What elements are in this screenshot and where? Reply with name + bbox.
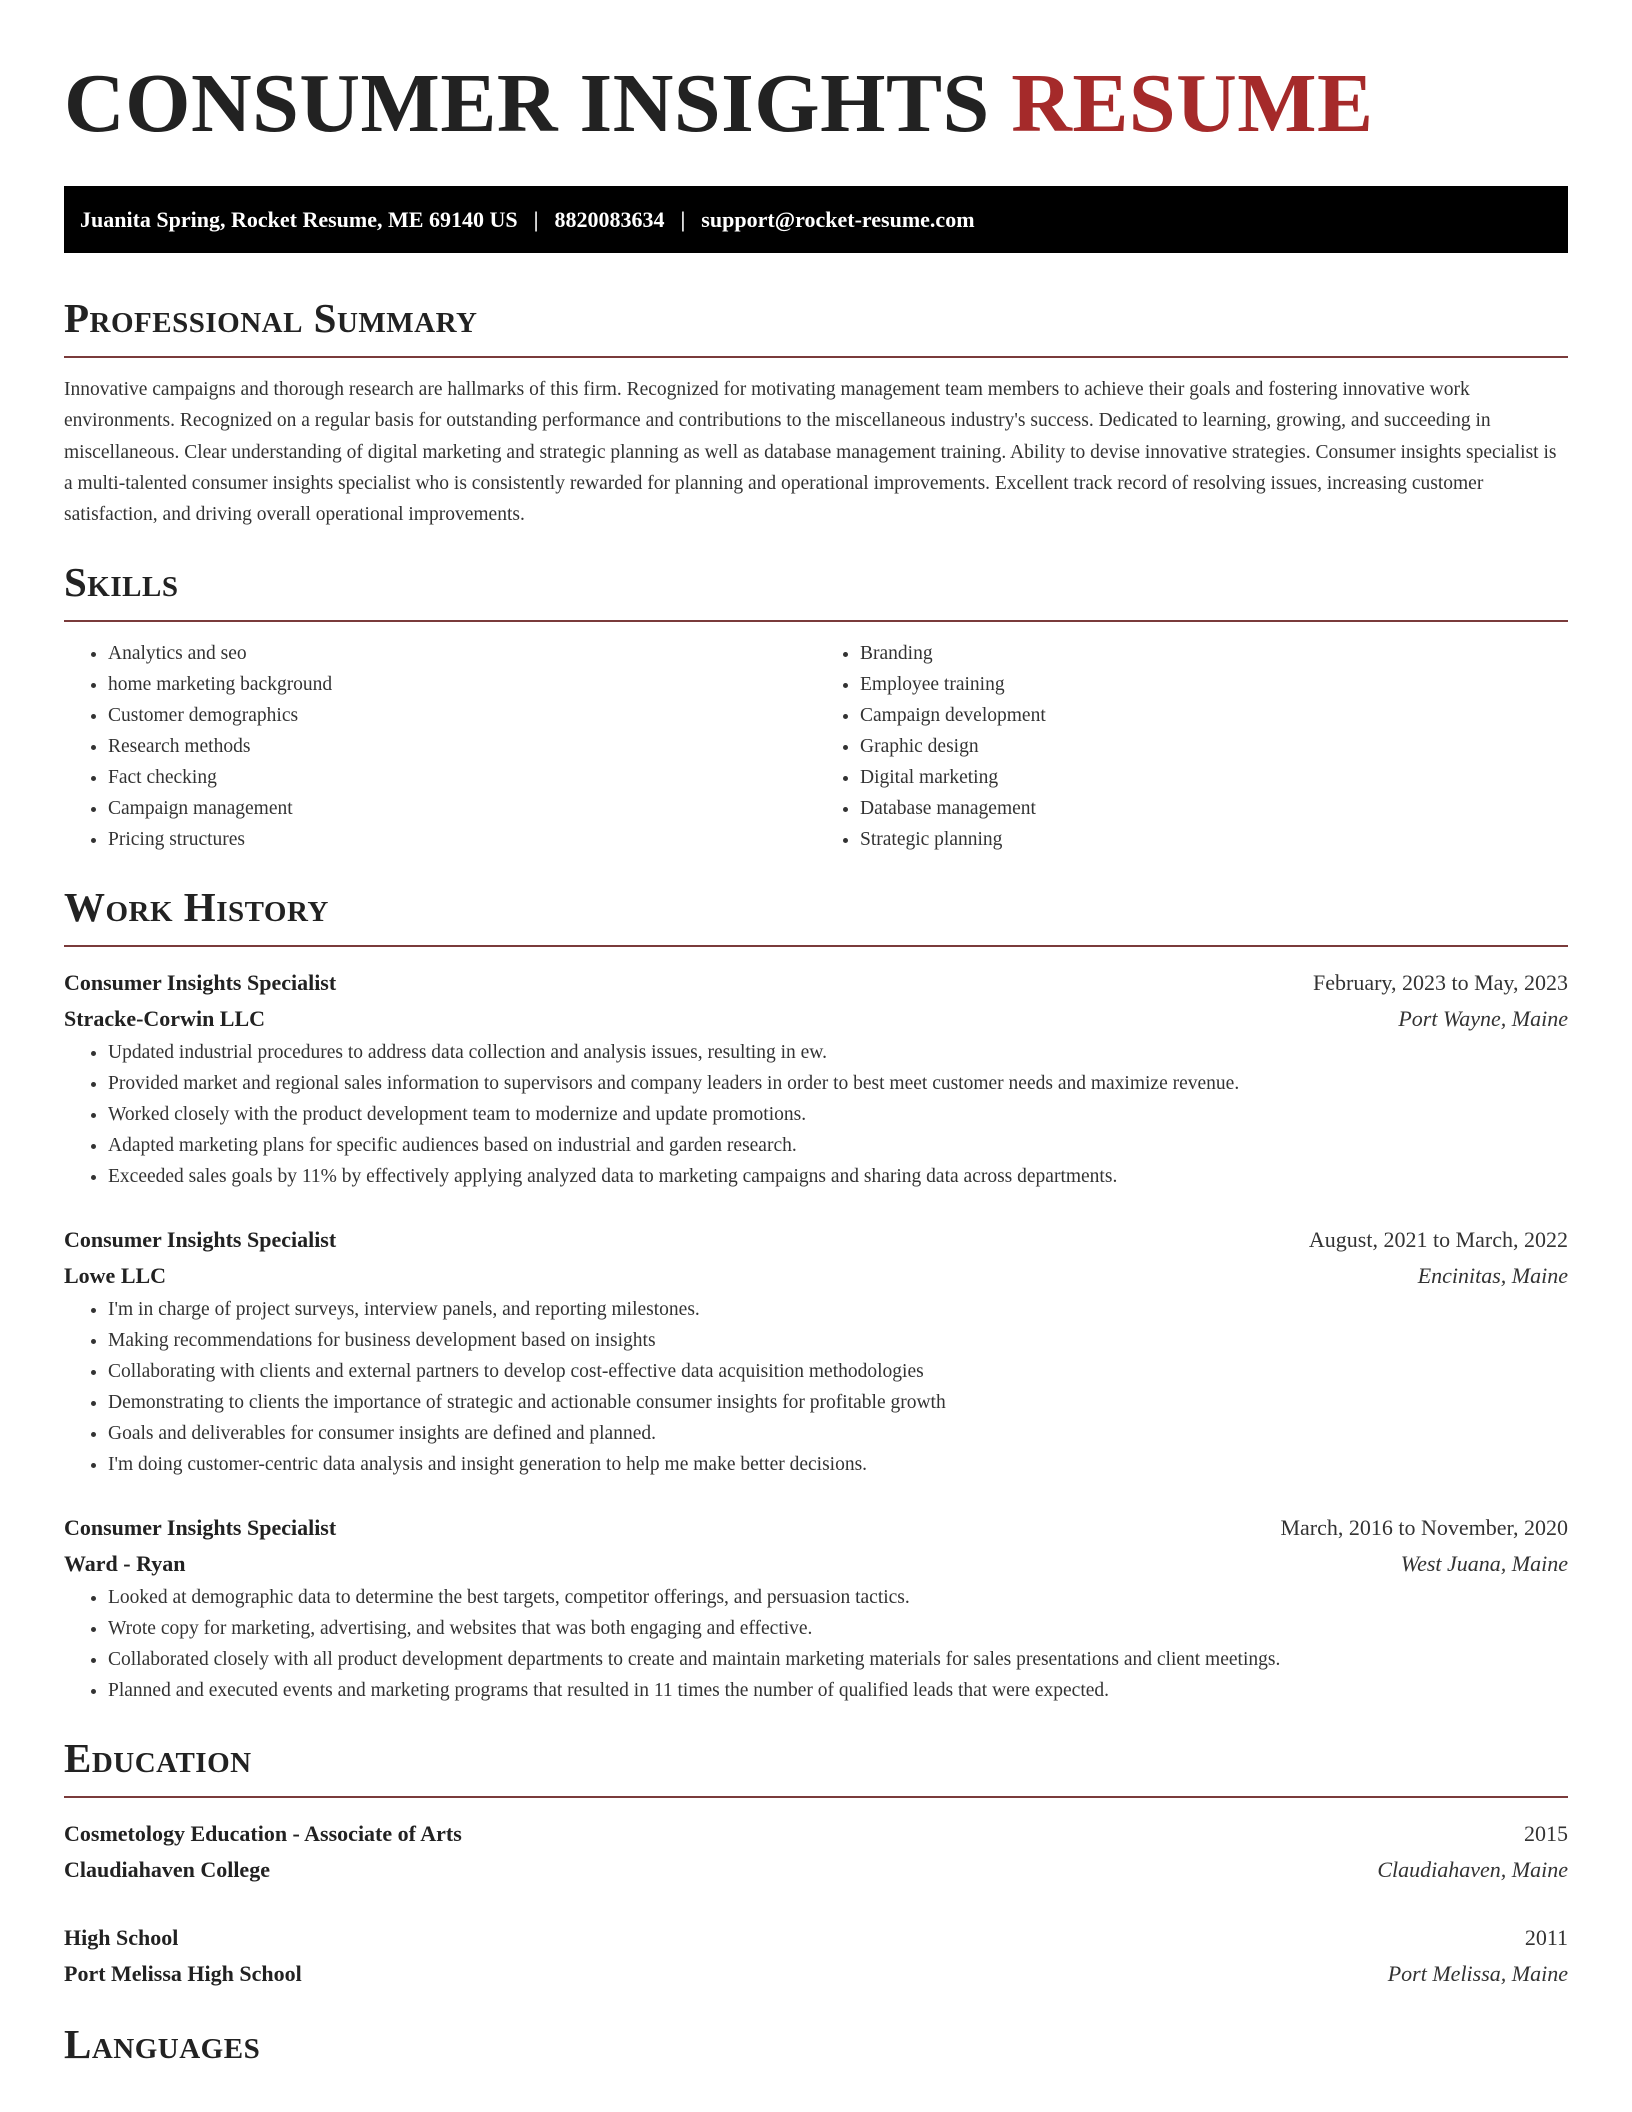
contact-bar <box>64 186 1568 253</box>
job-location: West Juana, Maine <box>1400 1551 1568 1577</box>
job-duties <box>64 1294 1568 1480</box>
job-role: Consumer Insights Specialist <box>64 1227 337 1253</box>
contact-email: support@rocket-resume.com <box>701 206 975 232</box>
job-entry <box>64 1222 1568 1480</box>
education-location: Claudiahaven, Maine <box>1377 1857 1568 1883</box>
skill-item: • Strategic planning <box>860 824 1568 855</box>
job-dates: February, 2023 to May, 2023 <box>1313 970 1568 996</box>
skill-item: • Branding <box>860 638 1568 669</box>
skill-item: • Fact checking <box>108 762 816 793</box>
summary-section <box>64 292 1568 530</box>
education-subheader <box>64 1852 1568 1888</box>
skill-item: • Digital marketing <box>860 762 1568 793</box>
section-divider <box>64 945 1568 947</box>
education-header <box>64 1816 1568 1852</box>
skill-item: • Campaign development <box>860 700 1568 731</box>
job-subheader <box>64 1001 1568 1037</box>
job-role: Consumer Insights Specialist <box>64 970 337 996</box>
skill-item: • Campaign management <box>108 793 816 824</box>
duty-item: • I'm doing customer-centric data analysis and insight generation to help me make better decisions. <box>108 1449 1568 1480</box>
duty-item: • Collaborating with clients and external partners to develop cost-effective data acquisition methodologies <box>108 1356 1568 1387</box>
job-role: Consumer Insights Specialist <box>64 1515 337 1541</box>
education-degree: High School <box>64 1925 179 1951</box>
skills-heading: Skills <box>64 559 179 606</box>
work-section <box>64 881 1568 1706</box>
title-main: CONSUMER INSIGHTS <box>64 57 990 150</box>
duty-item: • Looked at demographic data to determine the best targets, competitor offerings, and persuasion tactics. <box>108 1582 1568 1613</box>
summary-text: Innovative campaigns and thorough research are hallmarks of this firm. Recognized for motivating management team members to achieve their goals and fostering innovative work environments. Recognized on a regular basis for outstanding performance and contributions to the miscellaneous industry's success. Dedicated to learning, growing, and succeeding in miscellaneous. Clear understanding of digital marketing and strategic planning as well as database management training. Ability to devise innovative strategies. Consumer insights specialist is a multi-talented consumer insights specialist who is consistently rewarded for planning and operational improvements. Excellent track record of resolving issues, increasing customer satisfaction, and driving overall operational improvements. <box>64 379 1557 526</box>
contact-separator: | <box>533 206 539 232</box>
skills-section <box>64 556 1568 855</box>
skills-list-right <box>816 638 1568 855</box>
education-school: Port Melissa High School <box>64 1961 302 1987</box>
education-subheader <box>64 1956 1568 1992</box>
duty-item: • Making recommendations for business development based on insights <box>108 1325 1568 1356</box>
skill-item: • Database management <box>860 793 1568 824</box>
job-subheader <box>64 1258 1568 1294</box>
duty-item: • Exceeded sales goals by 11% by effectively applying analyzed data to marketing campaigns and sharing data across departments. <box>108 1161 1568 1192</box>
skill-item: • Employee training <box>860 669 1568 700</box>
education-location: Port Melissa, Maine <box>1387 1961 1568 1987</box>
job-entry <box>64 1510 1568 1706</box>
job-header <box>64 965 1568 1001</box>
education-year: 2011 <box>1524 1925 1568 1951</box>
duty-item: • Worked closely with the product development team to modernize and update promotions. <box>108 1099 1568 1130</box>
duty-item: • Adapted marketing plans for specific audiences based on industrial and garden research. <box>108 1130 1568 1161</box>
section-divider <box>64 356 1568 358</box>
job-subheader <box>64 1546 1568 1582</box>
education-header <box>64 1920 1568 1956</box>
education-section <box>64 1732 1568 1992</box>
job-dates: March, 2016 to November, 2020 <box>1280 1515 1568 1541</box>
skill-item: • Customer demographics <box>108 700 816 731</box>
education-entry <box>64 1816 1568 1888</box>
skill-item: • Research methods <box>108 731 816 762</box>
job-duties <box>64 1037 1568 1192</box>
skill-item: • Analytics and seo <box>108 638 816 669</box>
job-company: Stracke-Corwin LLC <box>64 1006 266 1032</box>
job-header <box>64 1222 1568 1258</box>
skill-item: • home marketing background <box>108 669 816 700</box>
resume-title <box>64 0 1568 152</box>
duty-item: • I'm in charge of project surveys, interview panels, and reporting milestones. <box>108 1294 1568 1325</box>
job-entry <box>64 965 1568 1192</box>
education-degree: Cosmetology Education - Associate of Arts <box>64 1821 462 1847</box>
job-duties <box>64 1582 1568 1706</box>
work-heading: Work History <box>64 884 329 931</box>
job-dates: August, 2021 to March, 2022 <box>1308 1227 1568 1253</box>
languages-section <box>64 2018 1568 2070</box>
education-heading: Education <box>64 1735 252 1782</box>
job-location: Port Wayne, Maine <box>1398 1006 1568 1032</box>
job-company: Lowe LLC <box>64 1263 167 1289</box>
section-divider <box>64 1796 1568 1798</box>
summary-heading: Professional Summary <box>64 295 478 341</box>
duty-item: • Collaborated closely with all product development departments to create and maintain marketing materials for sales presentations and client meetings. <box>108 1644 1568 1675</box>
duty-item: • Updated industrial procedures to address data collection and analysis issues, resulting in ew. <box>108 1037 1568 1068</box>
duty-item: • Demonstrating to clients the importance of strategic and actionable consumer insights for profitable growth <box>108 1387 1568 1418</box>
job-header <box>64 1510 1568 1546</box>
duty-item: • Provided market and regional sales information to supervisors and company leaders in order to best meet customer needs and maximize revenue. <box>108 1068 1568 1099</box>
section-divider <box>64 620 1568 622</box>
education-entry <box>64 1920 1568 1992</box>
contact-separator: | <box>680 206 686 232</box>
duty-item: • Wrote copy for marketing, advertising, and websites that was both engaging and effective. <box>108 1613 1568 1644</box>
education-school: Claudiahaven College <box>64 1857 270 1883</box>
title-accent: RESUME <box>1011 57 1374 150</box>
contact-phone: 8820083634 <box>554 206 665 232</box>
languages-heading: Languages <box>64 2021 261 2068</box>
duty-item: • Goals and deliverables for consumer insights are defined and planned. <box>108 1418 1568 1449</box>
job-location: Encinitas, Maine <box>1417 1263 1568 1289</box>
contact-address: Juanita Spring, Rocket Resume, ME 69140 US <box>80 206 518 232</box>
skill-item: • Graphic design <box>860 731 1568 762</box>
job-company: Ward - Ryan <box>64 1551 186 1577</box>
skills-grid <box>64 638 1568 855</box>
duty-item: • Planned and executed events and marketing programs that resulted in 11 times the number of qualified leads that were expected. <box>108 1675 1568 1706</box>
skill-item: • Pricing structures <box>108 824 816 855</box>
skills-list-left <box>64 638 816 855</box>
education-year: 2015 <box>1524 1821 1568 1847</box>
